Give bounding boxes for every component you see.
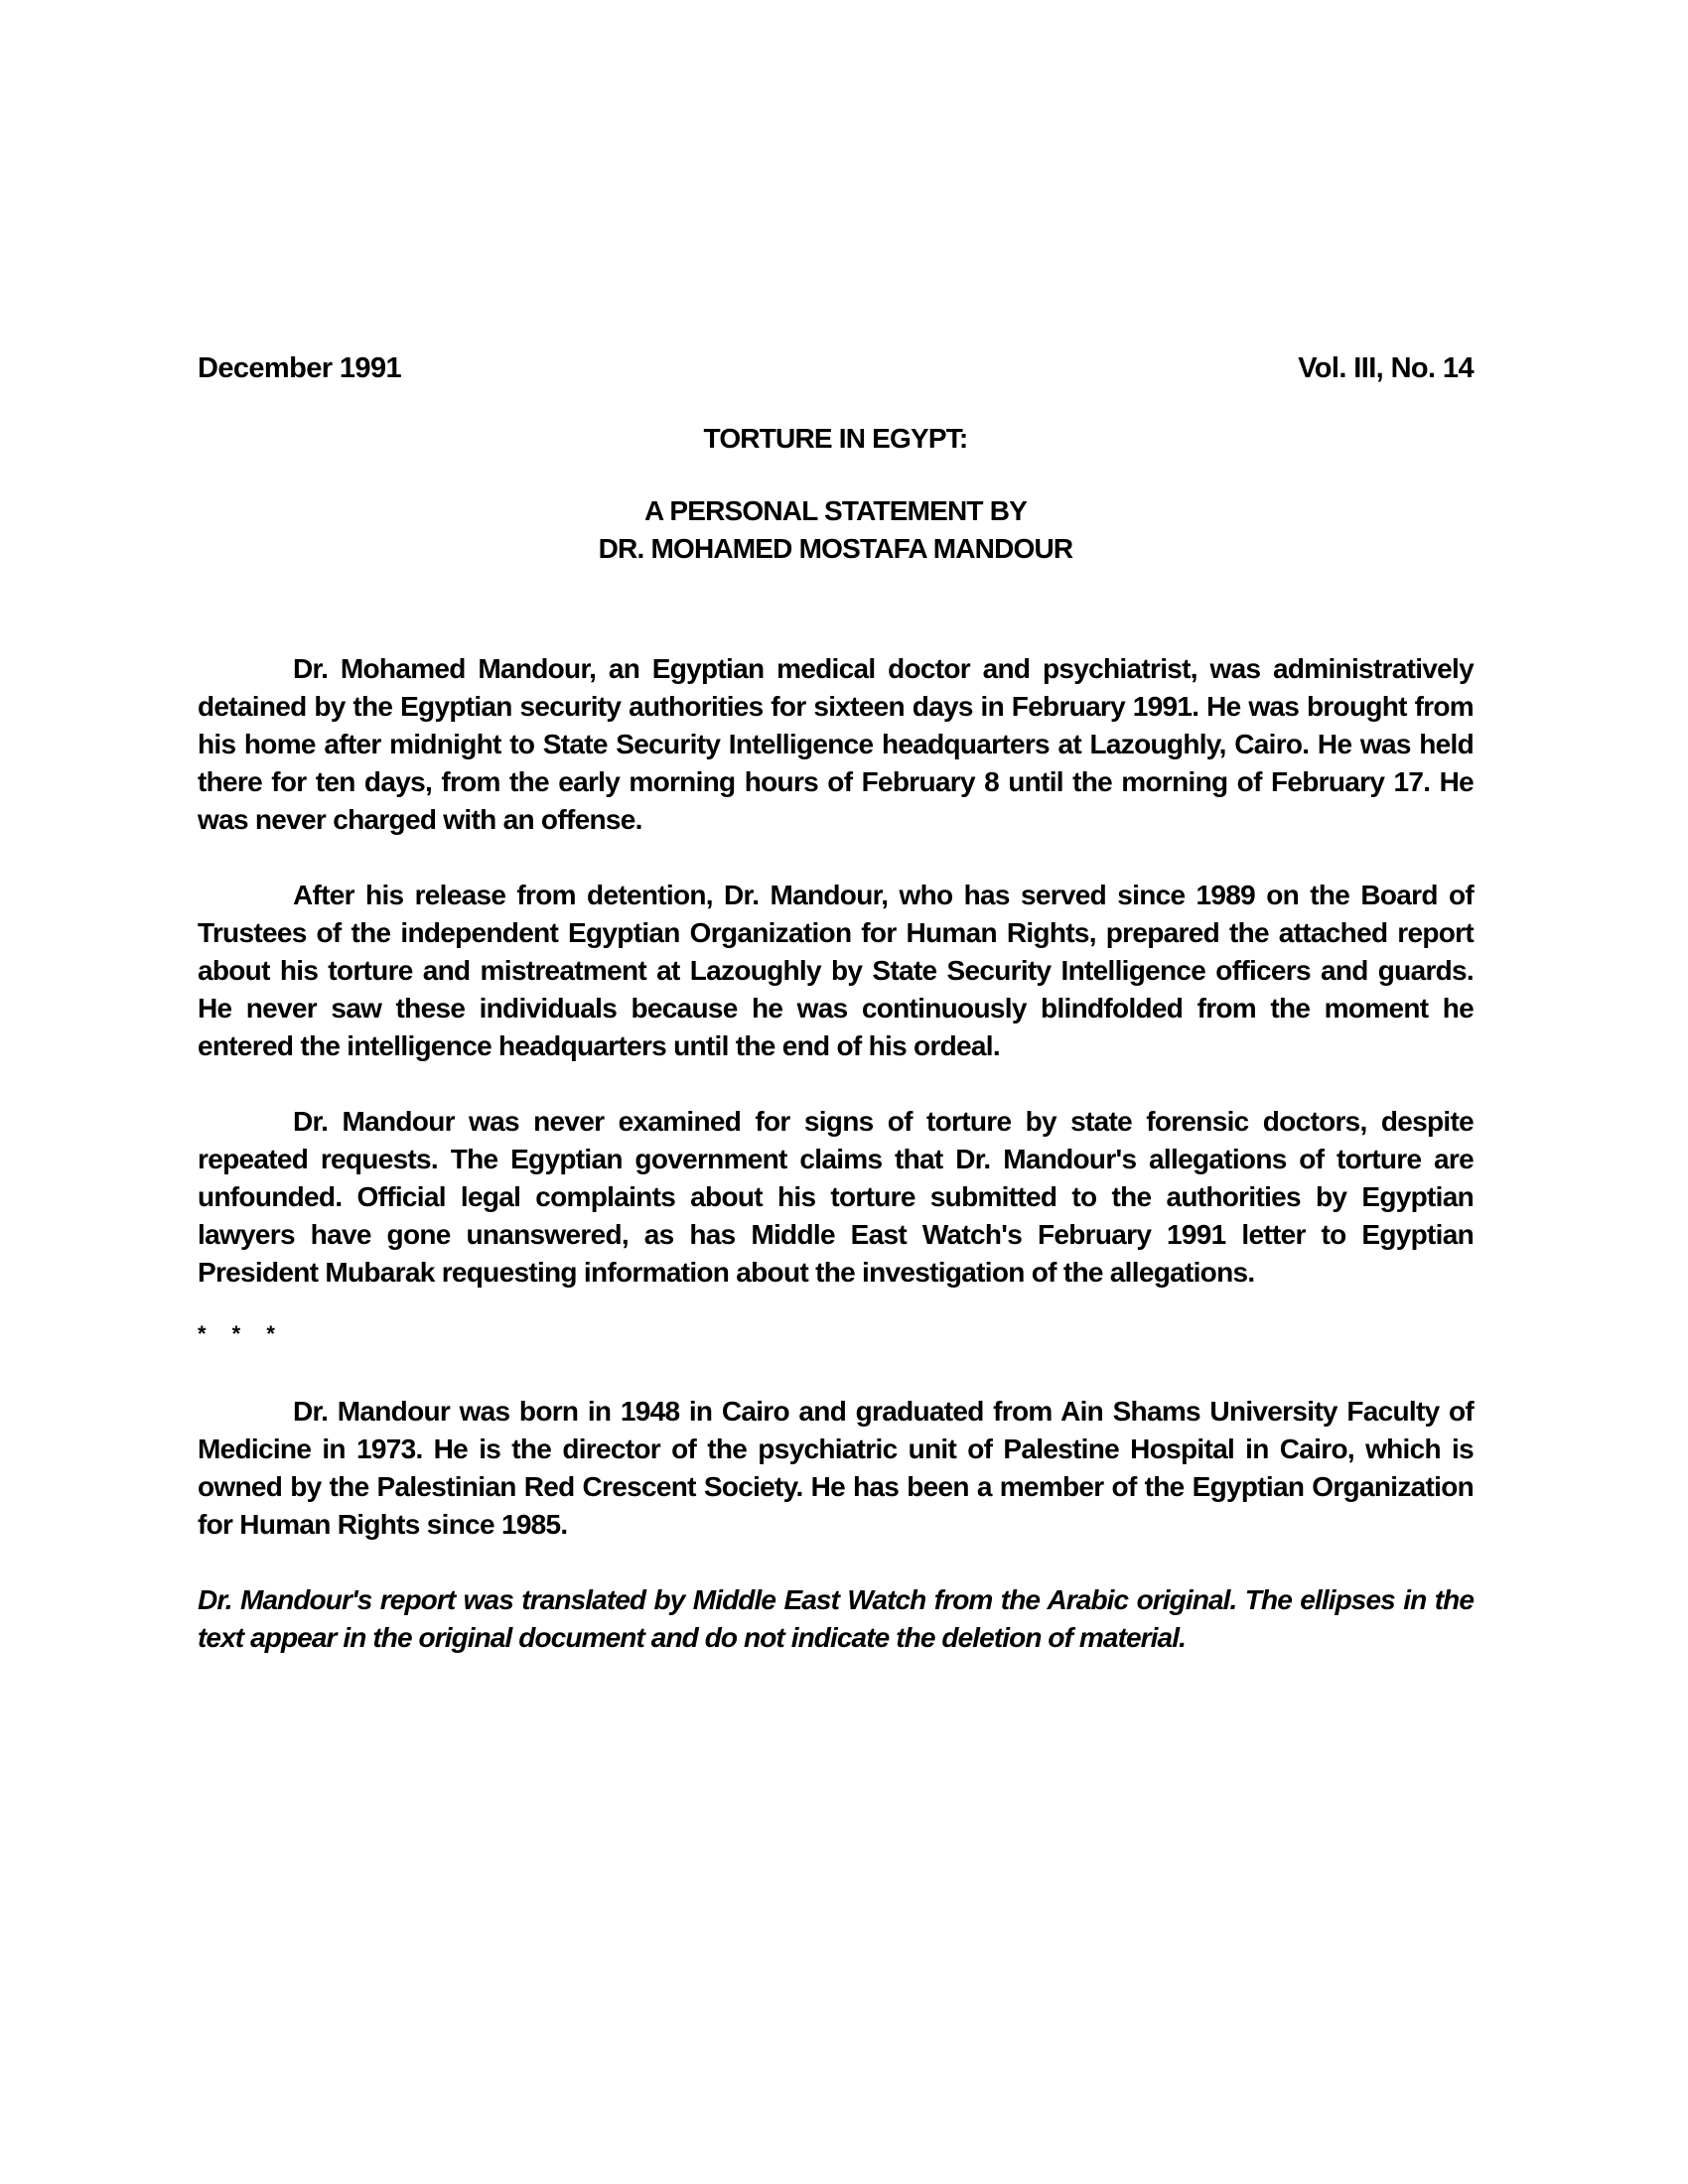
translation-note: Dr. Mandour's report was translated by Middle East Watch from the Arabic original. The ellipses in the text appear in the original document and do not indicate the deletion of material. — [198, 1584, 1474, 1653]
document-title: TORTURE IN EGYPT: — [703, 423, 968, 454]
paragraph-1: Dr. Mohamed Mandour, an Egyptian medical doctor and psychiatrist, was administratively detained by the Egyptian security authorities for sixteen days in February 1991. He was brought from his home after midnight to State Security Intelligence headquarters at Lazoughly, Cairo. He was held there for ten days, from the early morning hours of February 8 until the morning of February 17. He was never charged with an offense. — [198, 653, 1474, 835]
paragraph-2: After his release from detention, Dr. Mandour, who has served since 1989 on the Board of Trustees of the independent Egyptian Organization for Human Rights, prepared the attached report about his torture and mistreatment at Lazoughly by State Security Intelligence officers and guards. He never saw these individuals because he was continuously blindfolded from the moment he entered the intelligence headquarters until the end of his ordeal. — [198, 880, 1474, 1061]
subtitle-line-1: A PERSONAL STATEMENT BY — [643, 495, 1028, 526]
paragraph-3: Dr. Mandour was never examined for signs of torture by state forensic doctors, despite repeated requests. The Egyptian government claims that Dr. Mandour's allegations of torture are unfounded. Official legal complaints about his torture submitted to the authorities by Egyptian lawyers have gone unanswered, as has Middle East Watch's February 1991 letter to Egyptian President Mubarak requesting information about the investigation of the allegations. — [198, 1106, 1474, 1288]
issue-date: December 1991 — [198, 352, 402, 384]
document-page — [198, 352, 1474, 1657]
section-separator: * * * — [198, 1321, 285, 1346]
document-subtitle — [198, 492, 1474, 568]
subtitle-line-2: DR. MOHAMED MOSTAFA MANDOUR — [598, 533, 1073, 564]
volume-number: Vol. III, No. 14 — [1298, 352, 1474, 384]
paragraph-4: Dr. Mandour was born in 1948 in Cairo and graduated from Ain Shams University Faculty of Medicine in 1973. He is the director of the psychiatric unit of Palestine Hospital in Cairo, which is owned by the Palestinian Red Crescent Society. He has been a member of the Egyptian Organization for Human Rights since 1985. — [198, 1396, 1474, 1540]
header-row — [198, 352, 1474, 385]
